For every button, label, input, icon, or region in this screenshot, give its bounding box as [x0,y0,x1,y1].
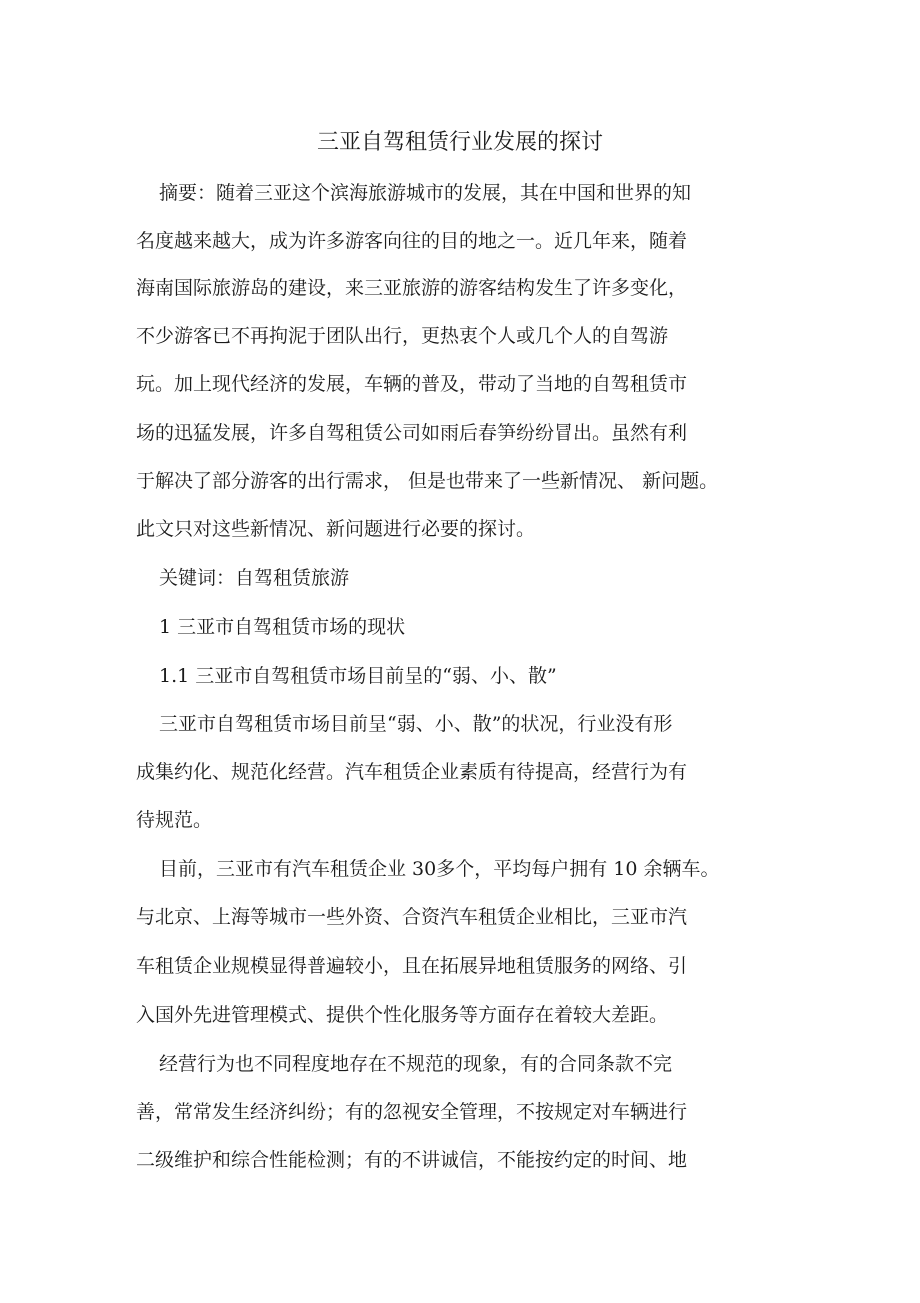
keywords-line: 关键词：自驾租赁旅游 [159,567,350,589]
abstract-line-7: 于解决了部分游客的出行需求， 但是也带来了一些新情况、 新问题。 [136,470,719,492]
abstract-line-1: 摘要：随着三亚这个滨海旅游城市的发展，其在中国和世界的知 [159,182,692,204]
body-line-8: 经营行为也不同程度地存在不规范的现象，有的合同条款不完 [159,1053,673,1075]
abstract-line-8: 此文只对这些新情况、新问题进行必要的探讨。 [136,518,536,540]
subsection-heading-1-1: 1.1 三亚市自驾租赁市场目前呈的“弱、小、散” [159,665,557,687]
abstract-line-5: 玩。加上现代经济的发展，车辆的普及，带动了当地的自驾租赁市 [136,373,688,395]
document-title: 三亚自驾租赁行业发展的探讨 [316,130,603,155]
abstract-line-6: 场的迅猛发展，许多自驾租赁公司如雨后春笋纷纷冒出。虽然有利 [136,422,688,444]
body-line-4: 目前，三亚市有汽车租赁企业 30多个，平均每户拥有 10 余辆车。 [159,858,720,880]
abstract-line-2: 名度越来越大，成为许多游客向往的目的地之一。近几年来，随着 [136,230,688,252]
abstract-line-4: 不少游客已不再拘泥于团队出行，更热衷个人或几个人的自驾游 [136,325,669,347]
body-line-9: 善，常常发生经济纠纷；有的忽视安全管理，不按规定对车辆进行 [136,1101,688,1123]
section-heading-1: 1 三亚市自驾租赁市场的现状 [159,616,406,638]
body-line-7: 入国外先进管理模式、提供个性化服务等方面存在着较大差距。 [136,1004,669,1026]
body-line-2: 成集约化、规范化经营。汽车租赁企业素质有待提高，经营行为有 [136,761,688,783]
body-line-5: 与北京、上海等城市一些外资、合资汽车租赁企业相比，三亚市汽 [136,906,688,928]
abstract-line-3: 海南国际旅游岛的建设，来三亚旅游的游客结构发生了许多变化， [136,277,688,299]
body-line-3: 待规范。 [136,809,213,831]
body-line-6: 车租赁企业规模显得普遍较小，且在拓展异地租赁服务的网络、引 [136,955,688,977]
body-line-1: 三亚市自驾租赁市场目前呈“弱、小、散”的状况，行业没有形 [159,713,673,735]
body-line-10: 二级维护和综合性能检测；有的不讲诚信，不能按约定的时间、地 [136,1149,688,1171]
